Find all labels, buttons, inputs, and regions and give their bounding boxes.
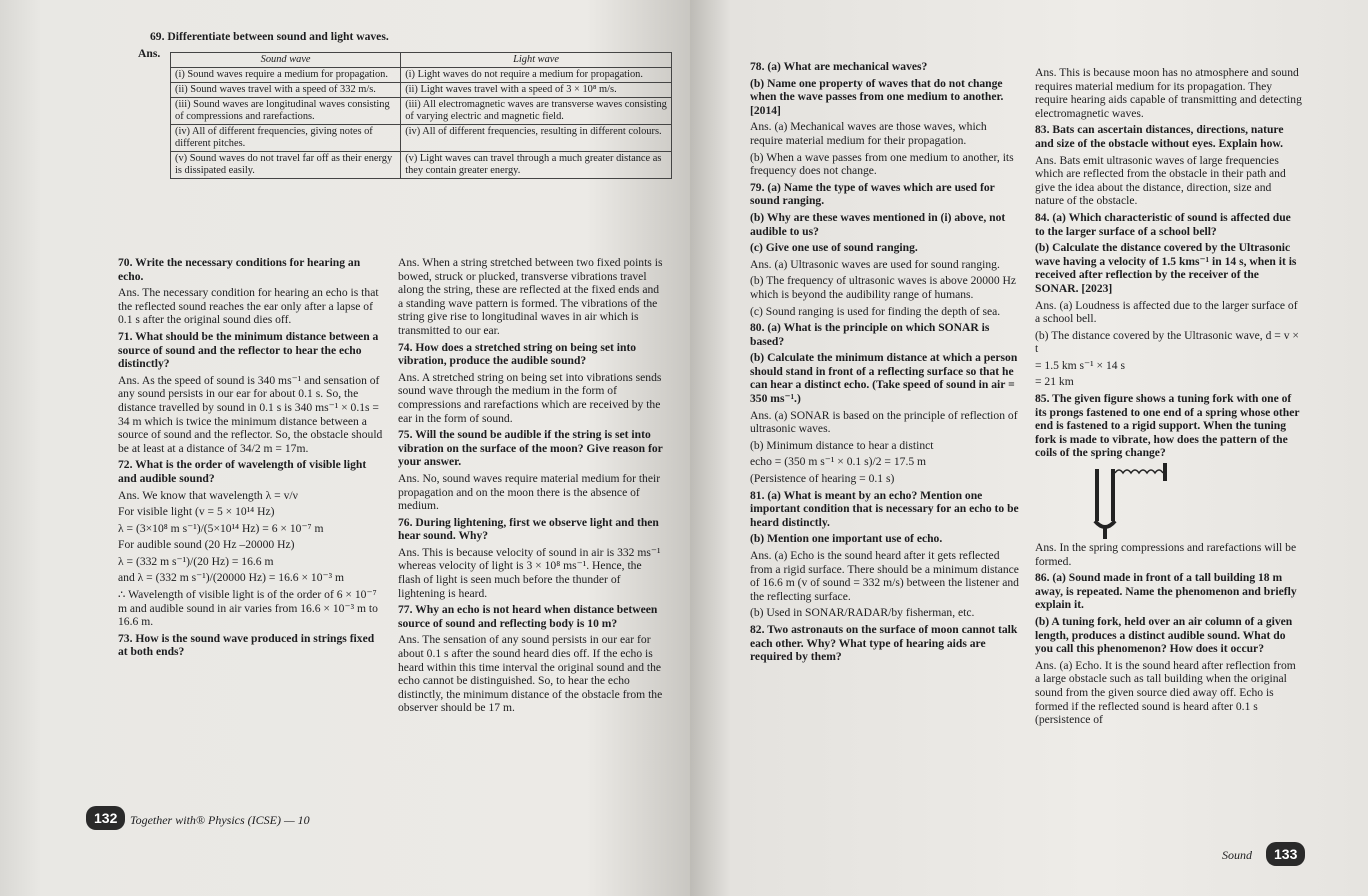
question-text: (b) Why are these waves mentioned in (i) above, not audible to us? [750, 210, 1006, 238]
question-text: (b) Name one property of waves that do not change when the wave passes from one medium to another. [2014] [750, 76, 1004, 117]
table-row [171, 68, 672, 83]
answer-text: Ans. In the spring compressions and rarefactions will be formed. [1035, 541, 1297, 568]
table-header-sound: Sound wave [171, 53, 401, 68]
answer-text: Ans. (a) Mechanical waves are those waves, which require material medium for their propagation. [750, 120, 987, 147]
question-text: (b) Mention one important use of echo. [750, 532, 943, 546]
answer-text: (b) Minimum distance to hear a distinct [750, 438, 934, 452]
question-text: (b) Calculate the minimum distance at which a person should stand in front of a reflecting surface so that he can hear a distinct echo. (Take speed of sound in air = 350 ms⁻¹.) [750, 351, 1018, 406]
question-text: 81. (a) What is meant by an echo? Mention one important condition that is necessary for an echo to be heard distinctly. [750, 488, 1019, 529]
tuning-fork-figure [1035, 463, 1303, 541]
answer-text: Ans. No, sound waves require material medium for their propagation and on the moon there is the absence of medium. [398, 471, 661, 513]
answer-text: Ans. (a) Echo is the sound heard after it gets reflected from a rigid surface. There should be a minimum distance of 16.6 m (v of sound = 332 m/s) between the listener and the reflecting surface. [750, 549, 1019, 603]
light-wave-cell: (v) Light waves can travel through a much greater distance as they contain greater energy. [401, 152, 672, 179]
page-number-132: 132 [86, 806, 125, 830]
right-column-2 [1035, 66, 1303, 730]
answer-text: Ans. This is because velocity of sound in air is 332 ms⁻¹ whereas velocity of light is 3 × 10⁸ ms⁻¹. Hence, the flash of light is seen much before the thunder of lightening is heard. [398, 545, 661, 600]
light-wave-cell: (iv) All of different frequencies, resulting in different colours. [401, 125, 672, 152]
right-page [690, 0, 1368, 896]
question-text: 70. Write the necessary conditions for hearing an echo. [118, 256, 361, 283]
table-row [171, 152, 672, 179]
equation-line: λ = (3×10⁸ m s⁻¹)/(5×10¹⁴ Hz) = 6 × 10⁻⁷ m [118, 521, 324, 535]
question-text: 74. How does a stretched string on being set into vibration, produce the audible sound? [398, 340, 637, 368]
left-footer: Together with® Physics (ICSE) — 10 [130, 813, 310, 827]
page-number-133: 133 [1266, 842, 1305, 866]
equation-line: and λ = (332 m s⁻¹)/(20000 Hz) = 16.6 × 10⁻³ m [118, 571, 345, 585]
answer-text: Ans. This is because moon has no atmosphere and sound requires material medium for its propagation. They require hearing aids capable of transmitting and detecting electromagnetic waves. [1035, 66, 1302, 120]
question-text: 80. (a) What is the principle on which SONAR is based? [750, 321, 990, 348]
question-69 [150, 30, 670, 47]
question-text: 82. Two astronauts on the surface of moon cannot talk each other. Why? What type of hearing aids are required by them? [750, 622, 1018, 664]
sound-wave-cell: (i) Sound waves require a medium for propagation. [171, 68, 401, 83]
question-text: 76. During lightening, first we observe light and then hear sound. Why? [398, 515, 659, 543]
answer-text: (Persistence of hearing = 0.1 s) [750, 472, 895, 486]
light-wave-cell: (i) Light waves do not require a medium for propagation. [401, 68, 672, 83]
question-text: 73. How is the sound wave produced in strings fixed at both ends? [118, 631, 375, 659]
ans-69-label: Ans. [138, 47, 161, 60]
light-wave-cell: (iii) All electromagnetic waves are transverse waves consisting of varying electric and magnetic field. [401, 98, 672, 125]
question-text: (b) A tuning fork, held over an air column of a given length, produces a distinct audible sound. What do you call this phenomenon? How does it occur? [1035, 615, 1293, 656]
answer-text: Ans. The sensation of any sound persists in our ear for about 0.1 s after the sound heard dies off. If the echo is heard within this time interval the original sound and the echo cannot be distinguished. So, to hear the echo distinctly, the minimum distance of the obstacle from the observer should be 17 m. [398, 633, 663, 715]
left-column-2 [398, 256, 666, 718]
question-text: 85. The given figure shows a tuning fork with one of its prongs fastened to one end of a spring whose other end is fastened to a rigid support. When the tuning fork is made to vibrate, how does the pattern of the coils of the spring change? [1035, 392, 1300, 460]
equation-line: echo = (350 m s⁻¹ × 0.1 s)/2 = 17.5 m [750, 455, 927, 469]
sound-wave-cell: (ii) Sound waves travel with a speed of 332 m/s. [171, 83, 401, 98]
question-text: 84. (a) Which characteristic of sound is affected due to the larger surface of a school bell? [1035, 210, 1291, 238]
answer-text: Ans. We know that wavelength λ = v/ν [118, 488, 298, 502]
answer-text: (b) The distance covered by the Ultrasonic wave, d = v × t [1035, 328, 1299, 356]
question-text: 86. (a) Sound made in front of a tall building 18 m away, is repeated. Name the phenomenon and briefly explain it. [1035, 571, 1297, 612]
answer-text: Ans. (a) Echo. It is the sound heard after reflection from a large obstacle such as tall building when the original sound from the given source died away off. Echo is formed if the reflected sound is heard after 0.1 s (persistence of [1035, 658, 1296, 727]
answer-text: Ans. As the speed of sound is 340 ms⁻¹ and sensation of any sound persists in our ear for about 0.1 s. So, the distance travelled by sound in 0.1 s is 340 ms⁻¹ × 0.1s = 34 m which is twice the minimum distance between a source of sound and the reflector. So, the obstacle should be at least at a distance of 34/2 m = 17m. [118, 373, 383, 455]
answer-text: Ans. (a) Ultrasonic waves are used for sound ranging. [750, 257, 1000, 271]
equation-line: λ = (332 m s⁻¹)/(20 Hz) = 16.6 m [118, 554, 274, 568]
answer-text: (b) The frequency of ultrasonic waves is above 20000 Hz which is beyond the audibility range of humans. [750, 274, 1017, 301]
answer-text: Ans. Bats emit ultrasonic waves of large frequencies which are reflected from the obstacle in their path and give the idea about the distance, direction, size and nature of the obstacle. [1035, 153, 1286, 208]
answer-text: Ans. A stretched string on being set into vibrations sends sound wave through the medium in the form of compressions and rarefactions which are received by the ear in the form of sound. [398, 370, 662, 425]
answer-text: ∴ Wavelength of visible light is of the order of 6 × 10⁻⁷ m and audible sound in air varies from 16.6 × 10⁻³ m to 16.6 m. [118, 588, 378, 629]
sound-wave-cell: (iv) All of different frequencies, giving notes of different pitches. [171, 125, 401, 152]
answer-text: (b) When a wave passes from one medium to another, its frequency does not change. [750, 150, 1014, 178]
question-text: 78. (a) What are mechanical waves? [750, 60, 928, 73]
comparison-table [170, 52, 672, 179]
table-row [171, 125, 672, 152]
answer-text: For visible light (v = 5 × 10¹⁴ Hz) [118, 505, 275, 519]
question-text: 71. What should be the minimum distance between a source of sound and the reflector to hear the echo distinctly? [118, 329, 379, 371]
sound-wave-cell: (v) Sound waves do not travel far off as their energy is dissipated easily. [171, 152, 401, 179]
question-text: 75. Will the sound be audible if the string is set into vibration on the surface of the moon? Give reason for your answer. [398, 428, 663, 469]
question-text: 83. Bats can ascertain distances, directions, nature and size of the obstacle without eyes. Explain how. [1035, 123, 1284, 150]
question-text: 77. Why an echo is not heard when distance between source of sound and reflecting body is 10 m? [398, 603, 658, 630]
answer-text: For audible sound (20 Hz –20000 Hz) [118, 538, 295, 552]
table-row [171, 98, 672, 125]
ans-label [138, 47, 160, 61]
answer-text: (c) Sound ranging is used for finding the depth of sea. [750, 304, 1001, 318]
right-column-1 [750, 60, 1020, 667]
light-wave-cell: (ii) Light waves travel with a speed of 3 × 10⁸ m/s. [401, 83, 672, 98]
question-69-text: 69. Differentiate between sound and light waves. [150, 30, 389, 43]
question-text: (b) Calculate the distance covered by the Ultrasonic wave having a velocity of 1.5 kms⁻¹ in 14 s, when it is received after reflection by the receiver of the SONAR. [2023] [1035, 241, 1297, 295]
table-header-light: Light wave [401, 53, 672, 68]
answer-text: Ans. The necessary condition for hearing an echo is that the reflected sound reaches the ear only after a lapse of 0.1 s after the original sound dies off. [118, 286, 379, 327]
answer-text: Ans. (a) SONAR is based on the principle of reflection of ultrasonic waves. [750, 408, 1018, 436]
answer-text: Ans. When a string stretched between two fixed points is bowed, struck or plucked, transverse vibrations travel along the string, these are reflected at the fixed ends and a standing wave pattern is formed. The vibrations of the string give rise to longitudinal waves in air which is transmitted to our ear. [398, 256, 663, 337]
answer-text: (b) Used in SONAR/RADAR/by fisherman, etc. [750, 606, 975, 620]
equation-line: = 21 km [1035, 375, 1074, 389]
table-row [171, 83, 672, 98]
question-text: (c) Give one use of sound ranging. [750, 241, 918, 255]
equation-line: = 1.5 km s⁻¹ × 14 s [1035, 358, 1125, 372]
tuning-fork-spring-icon [1035, 463, 1175, 539]
right-footer: Sound [1222, 848, 1252, 862]
question-text: 72. What is the order of wavelength of visible light and audible sound? [118, 458, 367, 485]
question-text: 79. (a) Name the type of waves which are used for sound ranging. [750, 180, 995, 208]
sound-wave-cell: (iii) Sound waves are longitudinal waves consisting of compressions and rarefactions. [171, 98, 401, 125]
left-column-1 [118, 256, 386, 662]
answer-text: Ans. (a) Loudness is affected due to the larger surface of a school bell. [1035, 298, 1298, 326]
